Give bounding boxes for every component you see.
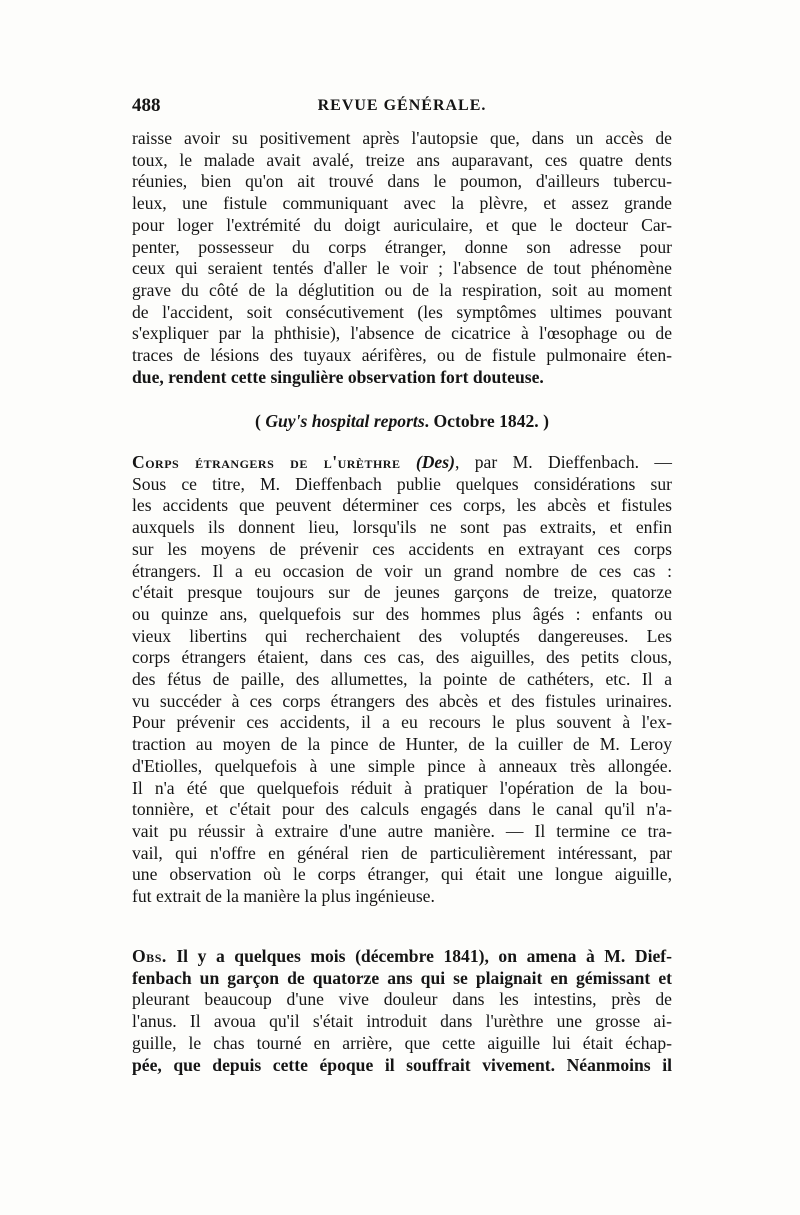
text-line: étrangers. Il a eu occasion de voir un grand nombre de ces cas : [132, 560, 672, 581]
text-line: c'était presque toujours sur de jeunes garçons de treize, quatorze [132, 582, 672, 603]
text-line: fut extrait de la manière la plus ingénieuse. [132, 886, 435, 907]
text-line: grave du côté de la déglutition ou de la respiration, soit au moment [132, 279, 672, 300]
text-line: les accidents que peuvent déterminer ces corps, les abcès et fistules [132, 495, 672, 516]
section-heading-line [132, 452, 672, 474]
text-line: des fétus de paille, des allumettes, la pointe de cathéters, etc. Il a [132, 669, 672, 690]
text-line: d'Etiolles, quelquefois à une simple pince à anneaux très allongée. [132, 755, 672, 776]
text-line: penter, possesseur du corps étranger, donne son adresse pour [132, 236, 672, 257]
text-line: Il n'a été que quelquefois réduit à pratiquer l'opération de la bou- [132, 777, 672, 798]
paragraph-observation [132, 946, 672, 1076]
section-heading-author: , par M. Dieffenbach. — [454, 452, 672, 472]
section-heading: Corps étrangers de l'urèthre [132, 452, 401, 472]
text-line: pleurant beaucoup d'une vive douleur dans les intestins, près de [132, 989, 672, 1010]
text-line: toux, le malade avait avalé, treize ans auparavant, ces quatre dents [132, 149, 672, 170]
text-line: vail, qui n'offre en général rien de particulièrement intéressant, par [132, 842, 672, 863]
text-line: sur les moyens de prévenir ces accidents en extrayant ces corps [132, 538, 672, 559]
citation-source: Guy's hospital reports [265, 411, 425, 431]
text-line: s'expliquer par la phthisie), l'absence de cicatrice à l'œsophage ou de [132, 323, 672, 344]
text-line: fenbach un garçon de quatorze ans qui se plaignait en gémissant et [132, 967, 672, 988]
text-line: une observation où le corps étranger, qui était une longue aiguille, [132, 864, 672, 885]
text-line: pour loger l'extrémité du doigt auriculaire, et que le docteur Car- [132, 214, 672, 235]
citation-date: . Octobre 1842. ) [424, 411, 549, 431]
paragraph-dieffenbach [132, 452, 672, 908]
text-line: tonnière, et c'était pour des calculs engagés dans le canal qu'il n'a- [132, 799, 672, 820]
text-line: Sous ce titre, M. Dieffenbach publie quelques considérations sur [132, 473, 672, 494]
text-line: guille, le chas tourné en arrière, que cette aiguille lui était échap- [132, 1032, 672, 1053]
section-heading-des: (Des) [415, 452, 455, 472]
text-line: pée, que depuis cette époque il souffrait vivement. Néanmoins il [132, 1054, 672, 1075]
text-line: vu succéder à ces corps étrangers des abcès et des fistules urinaires. [132, 690, 672, 711]
text-line: ceux qui seraient tentés d'aller le voir ; l'absence de tout phénomène [132, 258, 672, 279]
text-line: vait pu réussir à extraire d'une autre manière. — Il termine ce tra- [132, 820, 672, 841]
text-line: leux, une fistule communiquant avec la plèvre, et assez grande [132, 193, 672, 214]
text-line: l'anus. Il avoua qu'il s'était introduit dans l'urèthre une grosse ai- [132, 1011, 672, 1032]
citation [132, 411, 672, 432]
observation-first-line [132, 946, 672, 968]
text-line: traction au moyen de la pince de Hunter, de la cuiller de M. Leroy [132, 734, 672, 755]
text-line: vieux libertins qui recherchaient des voluptés dangereuses. Les [132, 625, 672, 646]
text-line: due, rendent cette singulière observation fort douteuse. [132, 366, 544, 387]
text-line: corps étrangers étaient, dans ces cas, des aiguilles, des petits clous, [132, 647, 672, 668]
journal-title: REVUE GÉNÉRALE. [317, 97, 487, 114]
text-line: ou quinze ans, quelquefois sur des hommes plus âgés : enfants ou [132, 603, 672, 624]
text-line: Pour prévenir ces accidents, il a eu recours le plus souvent à l'ex- [132, 712, 672, 733]
citation-open: ( [255, 411, 266, 431]
text-line: raisse avoir su positivement après l'autopsie que, dans un accès de [132, 128, 672, 148]
text-line: réunies, bien qu'on ait trouvé dans le poumon, d'ailleurs tubercu- [132, 171, 672, 192]
paragraph-autopsy [132, 128, 672, 388]
running-head [132, 95, 672, 121]
text-line: de l'accident, soit consécutivement (les symptômes ultimes pouvant [132, 301, 672, 322]
text-line: Il y a quelques mois (décembre 1841), on amena à M. Dief- [166, 946, 672, 966]
obs-label: Obs. [132, 946, 167, 966]
page-number: 488 [132, 95, 161, 116]
text-line: auxquels ils donnent lieu, lorsqu'ils ne sont pas extraits, et enfin [132, 517, 672, 538]
text-line: traces de lésions des tuyaux aérifères, ou de fistule pulmonaire éten- [132, 345, 672, 366]
